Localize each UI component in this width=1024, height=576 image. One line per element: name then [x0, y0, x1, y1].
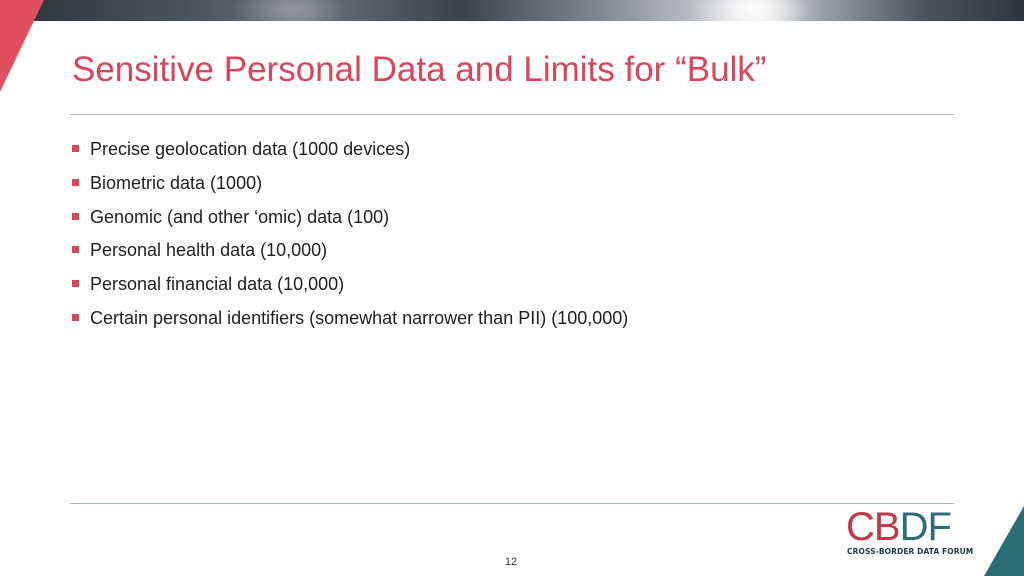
- slide-title: Sensitive Personal Data and Limits for “Bulk”: [72, 50, 767, 89]
- logo-wordmark: [846, 505, 951, 549]
- cbdf-logo: [846, 505, 974, 558]
- bullet-item: [72, 234, 628, 268]
- bullet-item: [72, 167, 628, 201]
- header-banner-image: [0, 0, 1024, 21]
- square-bullet-icon: [72, 213, 79, 220]
- bullet-text: Precise geolocation data (1000 devices): [90, 139, 411, 160]
- logo-letters-red: CB: [846, 505, 900, 549]
- bullet-item: [72, 301, 628, 335]
- title-divider: [70, 114, 954, 115]
- footer-divider: [70, 503, 954, 504]
- corner-accent-teal: [984, 506, 1024, 576]
- page-number: 12: [504, 556, 518, 568]
- square-bullet-icon: [72, 179, 79, 186]
- square-bullet-icon: [72, 246, 79, 253]
- bullet-item: [72, 133, 628, 167]
- banner-glow: [230, 0, 350, 21]
- corner-accent-red: [0, 0, 60, 92]
- bullet-text: Genomic (and other ‘omic) data (100): [90, 206, 390, 227]
- bullet-text: Certain personal identifiers (somewhat narrower than PII) (100,000): [90, 307, 629, 328]
- bullet-list: [72, 133, 628, 335]
- bullet-text: Personal health data (10,000): [90, 240, 328, 261]
- bullet-item: [72, 200, 628, 234]
- square-bullet-icon: [72, 314, 79, 321]
- bullet-text: Biometric data (1000): [90, 173, 263, 194]
- logo-tagline: CROSS-BORDER DATA FORUM: [847, 547, 974, 556]
- bullet-text: Personal financial data (10,000): [90, 274, 345, 295]
- square-bullet-icon: [72, 280, 79, 287]
- bullet-item: [72, 268, 628, 302]
- square-bullet-icon: [72, 145, 79, 152]
- banner-glow: [690, 0, 810, 21]
- logo-letters-teal: DF: [899, 505, 951, 549]
